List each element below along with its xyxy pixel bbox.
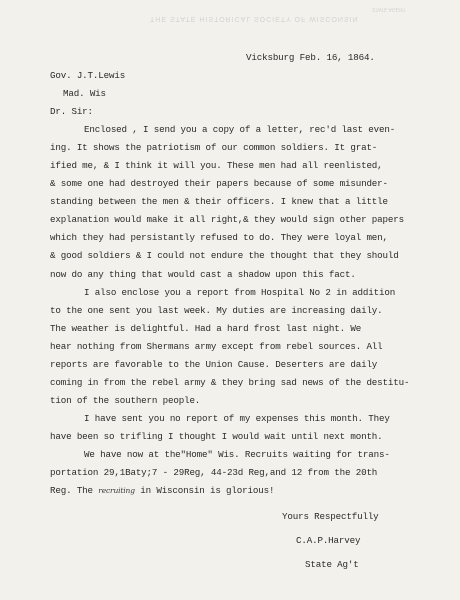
body-line: & some one had destroyed their papers because of some misunder- xyxy=(50,178,388,189)
text-after: in Wisconsin is glorious! xyxy=(134,485,275,496)
body-line: standing between the men & their officers. I knew that a little xyxy=(50,196,388,207)
body-line: & good soldiers & I could not endure the thought that they should xyxy=(50,250,399,261)
body-line: Enclosed , I send you a copy of a letter, rec'd last even- xyxy=(84,124,396,135)
addressee: Gov. J.T.Lewis xyxy=(50,70,126,81)
body-line: to the one sent you last week. My duties are increasing daily. xyxy=(50,305,383,316)
body-line: now do any thing that would cast a shadow upon this fact. xyxy=(50,269,356,280)
handwritten-insert: recruiting xyxy=(98,486,135,495)
signer-title: State Ag't xyxy=(305,559,359,570)
salutation: Dr. Sir: xyxy=(50,106,93,117)
body-line: tion of the southern people. xyxy=(50,395,201,406)
body-line: hear nothing from Shermans army except from rebel sources. All xyxy=(50,341,383,352)
body-line: I also enclose you a report from Hospital No 2 in addition xyxy=(84,287,396,298)
body-line: ing. It shows the patriotism of our common soldiers. It grat- xyxy=(50,142,378,153)
body-line: which they had persistantly refused to do. They were loyal men, xyxy=(50,232,388,243)
body-line: We have now at the"Home" Wis. Recruits waiting for trans- xyxy=(84,449,390,460)
body-line: explanation would make it all right,& they would sign other papers xyxy=(50,214,404,225)
body-line-last xyxy=(50,486,274,495)
body-line: ified me, & I think it will you. These men had all reenlisted, xyxy=(50,160,383,171)
address-place: Mad. Wis xyxy=(63,88,106,99)
body-line: have been so trifling I thought I would wait until next month. xyxy=(50,431,383,442)
body-line: The weather is delightful. Had a hard frost last night. We xyxy=(50,323,362,334)
dateline: Vicksburg Feb. 16, 1864. xyxy=(246,52,375,63)
bleed-through-header: THE STATE HISTORICAL SOCIETY OF WISCONSIN xyxy=(150,15,359,22)
body-line: I have sent you no report of my expenses this month. They xyxy=(84,413,390,424)
signature: C.A.P.Harvey xyxy=(296,535,361,546)
closing: Yours Respectfully xyxy=(282,511,379,522)
text-before: Reg. The xyxy=(50,485,99,496)
body-line: coming in from the rebel army & they bring sad news of the destitu- xyxy=(50,377,410,388)
body-line: portation 29,1Baty;7 - 29Reg, 44-23d Reg,and 12 from the 20th xyxy=(50,467,378,478)
bleed-through-side: STATE AGENT xyxy=(372,6,406,12)
body-line: reports are favorable to the Union Cause. Deserters are daily xyxy=(50,359,378,370)
